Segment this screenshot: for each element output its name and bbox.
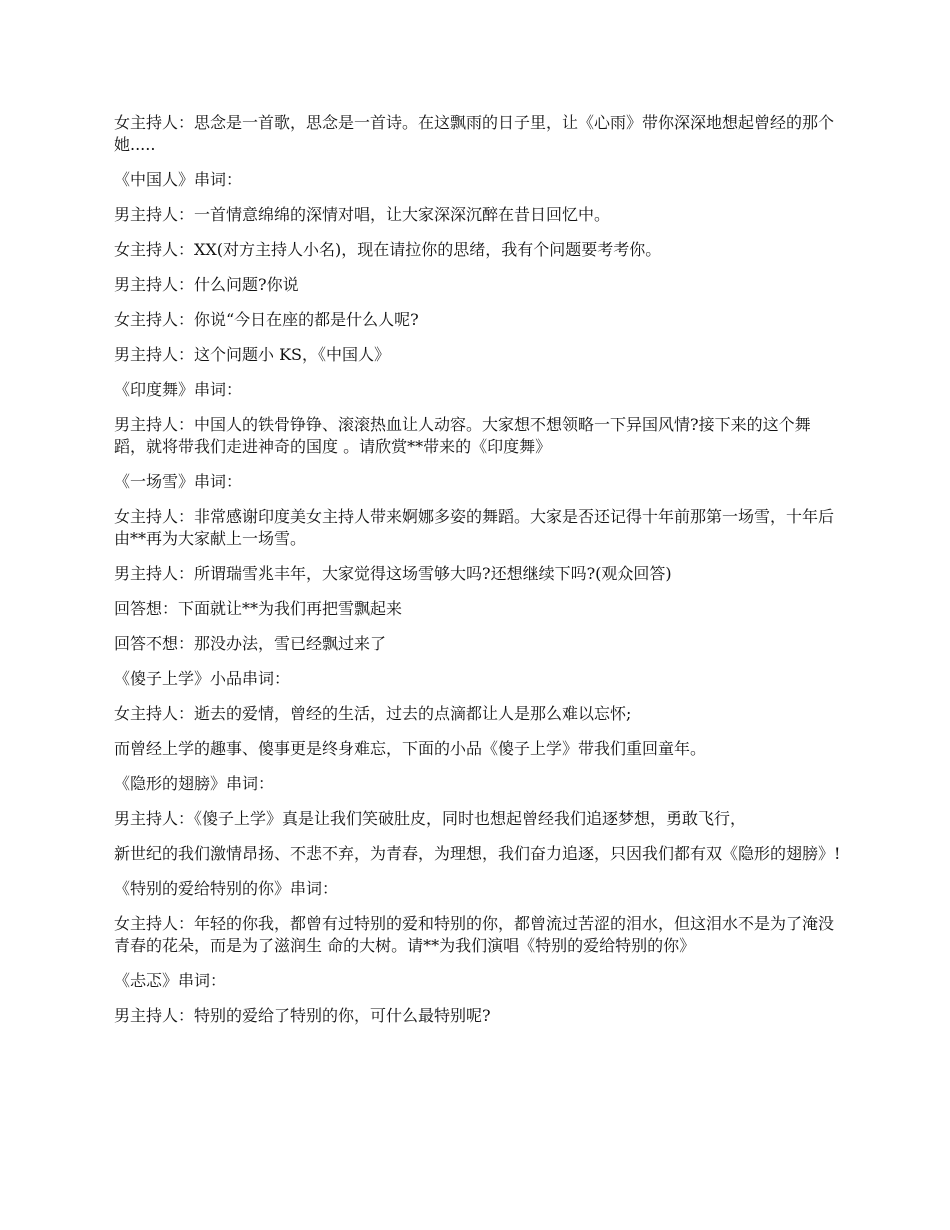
section-heading-tebiedeai: 《特别的爱给特别的你》串词： [114, 879, 339, 898]
paragraph-9: 男主持人：中国人的铁骨铮铮、滚滚热血让人动容。大家想不想领略一下异国风情?接下来的这个舞蹈，就将带我们走进神奇的国度 。请欣赏**带来的《印度舞》 [114, 415, 811, 456]
paragraph-24: 男主持人：特别的爱给了特别的你，可什么最特别呢? [114, 1006, 491, 1025]
section-heading-zhongguoren: 《中国人》串词： [114, 170, 243, 189]
section-heading-yinduwu: 《印度舞》串词： [114, 380, 243, 399]
paragraph-19: 男主持人：《傻子上学》真是让我们笑破肚皮，同时也想起曾经我们追逐梦想，勇敢飞行， [114, 809, 747, 828]
paragraph-1: 女主持人：思念是一首歌，思念是一首诗。在这飘雨的日子里，让《心雨》带你深深地想起曾经的那个她..... [114, 113, 835, 154]
paragraph-16: 女主持人：逝去的爱情，曾经的生活，过去的点滴都让人是那么难以忘怀; [114, 704, 632, 723]
paragraph-22: 女主持人：年轻的你我，都曾有过特别的爱和特别的你，都曾流过苦涩的泪水，但这泪水不是为了淹没青春的花朵，而是为了滋润生 命的大树。请**为我们演唱《特别的爱给特别的你》 [114, 914, 835, 955]
paragraph-5: 男主持人：什么问题?你说 [114, 275, 299, 294]
paragraph-14: 回答不想：那没办法，雪已经飘过来了 [114, 634, 387, 653]
section-heading-yinxingdechibang: 《隐形的翅膀》串词： [114, 774, 275, 793]
paragraph-20: 新世纪的我们激情昂扬、不悲不弃，为青春，为理想，我们奋力追逐，只因我们都有双《隐形的翅膀》! [114, 844, 841, 863]
paragraph-12: 男主持人：所谓瑞雪兆丰年，大家觉得这场雪够大吗?还想继续下吗?(观众回答) [114, 564, 672, 583]
document-body [114, 112, 842, 1040]
paragraph-4: 女主持人：XX(对方主持人小名)，现在请拉你的思绪，我有个问题要考考你。 [114, 240, 662, 259]
paragraph-3: 男主持人：一首情意绵绵的深情对唱，让大家深深沉醉在昔日回忆中。 [114, 205, 611, 224]
section-heading-shazishangxue: 《傻子上学》小品串词： [114, 669, 291, 688]
paragraph-6: 女主持人：你说“今日在座的都是什么人呢? [114, 310, 419, 329]
paragraph-13: 回答想：下面就让**为我们再把雪飘起来 [114, 599, 403, 618]
paragraph-17: 而曾经上学的趣事、傻事更是终身难忘，下面的小品《傻子上学》带我们重回童年。 [114, 739, 707, 758]
section-heading-yichangxue: 《一场雪》串词： [114, 472, 243, 491]
paragraph-7: 男主持人：这个问题小 KS，《中国人》 [114, 345, 391, 364]
section-heading-tante: 《忐忑》串词： [114, 971, 227, 990]
paragraph-11: 女主持人：非常感谢印度美女主持人带来婀娜多姿的舞蹈。大家是否还记得十年前那第一场雪，十年后由**再为大家献上一场雪。 [114, 507, 835, 548]
